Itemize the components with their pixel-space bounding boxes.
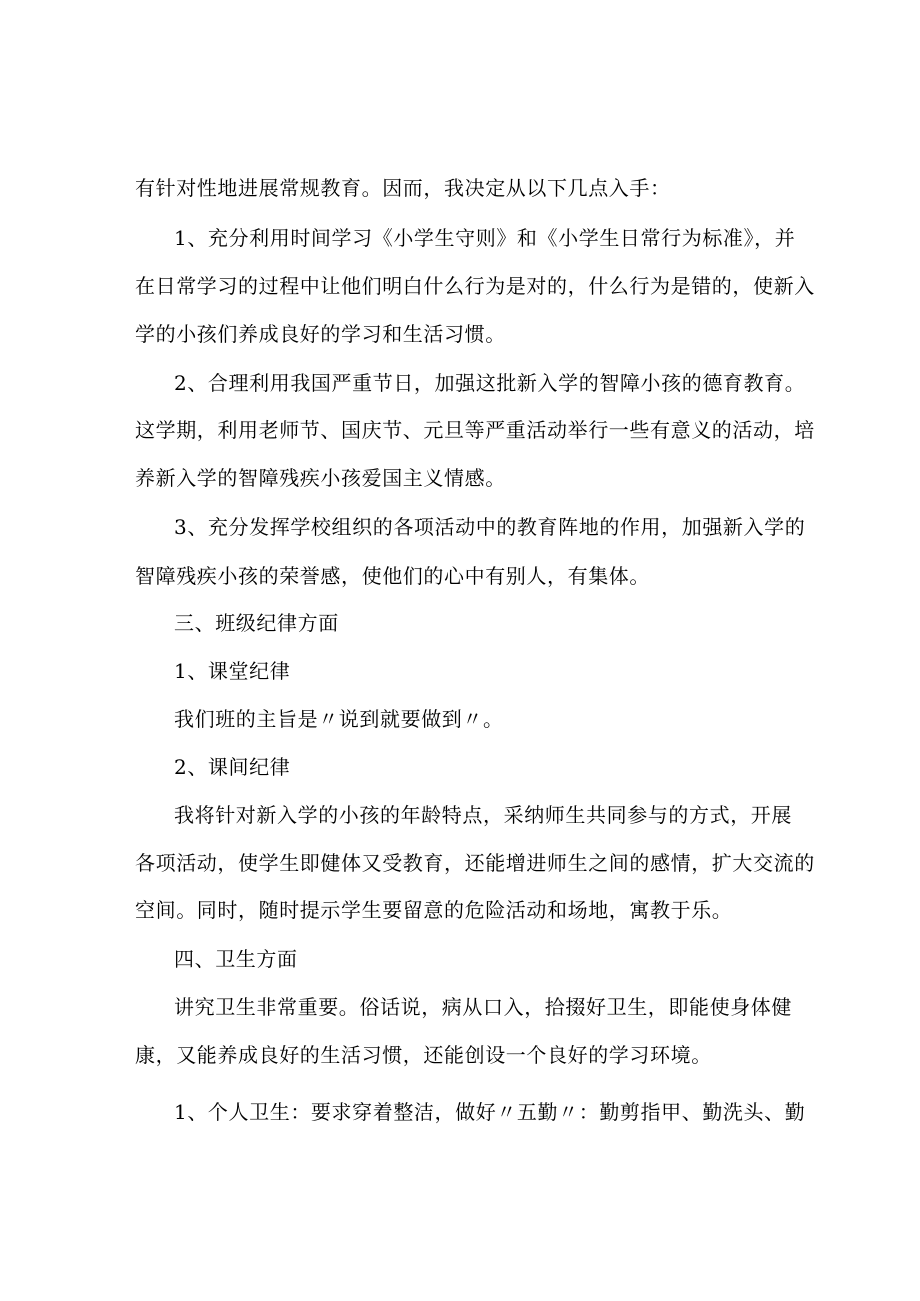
text-line: 养新入学的智障残疾小孩爱国主义情感。 [135, 466, 506, 490]
text-line: 这学期，利用老师节、国庆节、元旦等严重活动举行一些有意义的活动，培 [135, 418, 815, 442]
text-line: 1、个人卫生：要求穿着整洁，做好〃五勤〃：勤剪指甲、勤洗头、勤 [174, 1100, 806, 1124]
section-heading: 四、卫生方面 [174, 947, 298, 971]
text-line: 我们班的主旨是〃说到就要做到〃。 [174, 707, 504, 731]
section-heading: 三、班级纪律方面 [174, 611, 339, 635]
text-line: 讲究卫生非常重要。俗话说，病从口入，拾掇好卫生，即能使身体健 [174, 995, 792, 1019]
text-line: 3、充分发挥学校组织的各项活动中的教育阵地的作用，加强新入学的 [174, 515, 806, 539]
text-line: 各项活动，使学生即健体又受教育，还能增进师生之间的感情，扩大交流的 [135, 851, 815, 875]
text-line: 智障残疾小孩的荣誉感，使他们的心中有别人，有集体。 [135, 564, 650, 588]
subsection-heading: 1、课堂纪律 [174, 659, 291, 683]
text-line: 2、合理利用我国严重节日，加强这批新入学的智障小孩的德育教育。 [174, 371, 806, 395]
text-line: 康，又能养成良好的生活习惯，还能创设一个良好的学习环境。 [135, 1043, 712, 1067]
text-line: 有针对性地进展常规教育。因而，我决定从以下几点入手： [135, 176, 671, 200]
text-line: 空间。同时，随时提示学生要留意的危险活动和场地，寓教于乐。 [135, 898, 733, 922]
text-line: 我将针对新入学的小孩的年龄特点，采纳师生共同参与的方式，开展 [174, 803, 792, 827]
text-line: 在日常学习的过程中让他们明白什么行为是对的，什么行为是错的，使新入 [135, 274, 815, 298]
text-line: 学的小孩们养成良好的学习和生活习惯。 [135, 322, 506, 346]
text-line: 1、充分利用时间学习《小学生守则》和《小学生日常行为标准》，并 [174, 226, 796, 250]
subsection-heading: 2、课间纪律 [174, 755, 291, 779]
